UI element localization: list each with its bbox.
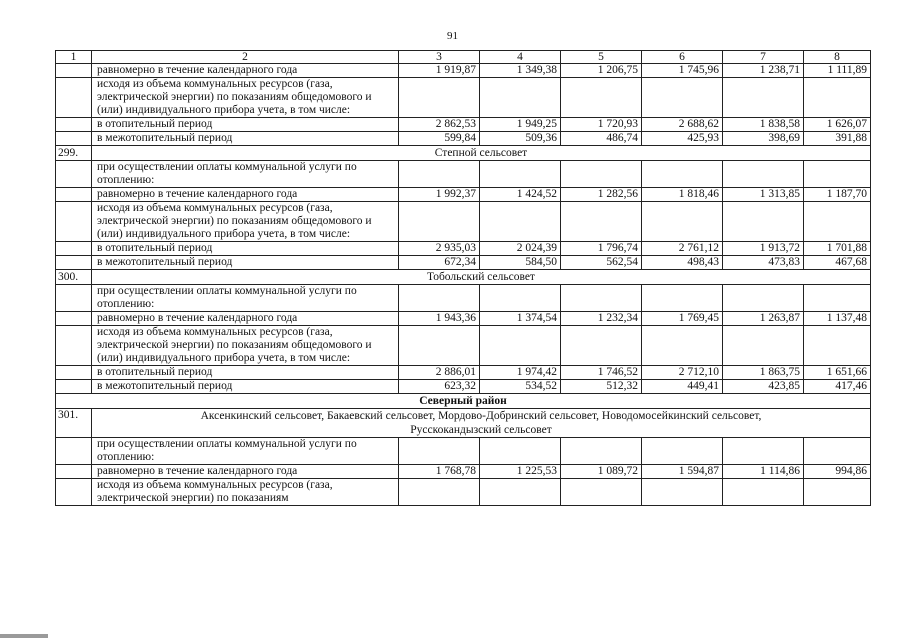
- row-number: [56, 326, 92, 366]
- table-row: [56, 161, 871, 188]
- row-label: при осуществлении оплаты коммунальной услуги по отоплению:: [92, 285, 399, 312]
- tariff-table: [55, 50, 871, 506]
- value-cell: 1 626,07: [804, 118, 871, 132]
- value-cell: 584,50: [480, 256, 561, 270]
- row-label: равномерно в течение календарного года: [92, 465, 399, 479]
- value-cell: 1 949,25: [480, 118, 561, 132]
- row-label: исходя из объема коммунальных ресурсов (газа, электрической энергии) по показаниям: [92, 479, 399, 506]
- value-cell: 1 225,53: [480, 465, 561, 479]
- page-number: 91: [447, 30, 458, 42]
- value-cell: 1 238,71: [723, 64, 804, 78]
- value-cell: 509,36: [480, 132, 561, 146]
- value-cell: 2 761,12: [642, 242, 723, 256]
- value-cell: 473,83: [723, 256, 804, 270]
- table-row: [56, 64, 871, 78]
- value-cell: 2 024,39: [480, 242, 561, 256]
- value-cell: 1 818,46: [642, 188, 723, 202]
- column-header: 6: [642, 51, 723, 64]
- table-row: [56, 285, 871, 312]
- row-label: исходя из объема коммунальных ресурсов (газа, электрической энергии) по показаниям общедомового и (или) индивидуального прибора учета, в том числе:: [92, 202, 399, 242]
- value-cell: 1 263,87: [723, 312, 804, 326]
- row-number: 299.: [56, 146, 92, 161]
- table-row: [56, 479, 871, 506]
- row-number: [56, 465, 92, 479]
- value-cell: 512,32: [561, 380, 642, 394]
- value-cell: 2 935,03: [399, 242, 480, 256]
- row-number: [56, 366, 92, 380]
- settlement-name: [92, 409, 871, 438]
- row-label: исходя из объема коммунальных ресурсов (газа, электрической энергии) по показаниям общедомового и (или) индивидуального прибора учета, в том числе:: [92, 78, 399, 118]
- district-row: [56, 394, 871, 409]
- table-row: [56, 438, 871, 465]
- value-cell: 672,34: [399, 256, 480, 270]
- column-header: 5: [561, 51, 642, 64]
- district-name: Северный район: [56, 394, 871, 409]
- row-label: в межотопительный период: [92, 380, 399, 394]
- value-cell: 425,93: [642, 132, 723, 146]
- row-number: [56, 132, 92, 146]
- value-cell: 1 701,88: [804, 242, 871, 256]
- settlement-name-line: Аксенкинский сельсовет, Бакаевский сельсовет, Мордово-Добринский сельсовет, Новодомосейкинский сельсовет,: [200, 410, 762, 422]
- header-row: [56, 51, 871, 64]
- settlement-name: Степной сельсовет: [92, 146, 871, 161]
- value-cell: 498,43: [642, 256, 723, 270]
- row-label: в межотопительный период: [92, 256, 399, 270]
- table-row: [56, 256, 871, 270]
- row-number: [56, 312, 92, 326]
- value-cell: 467,68: [804, 256, 871, 270]
- table-row: [56, 465, 871, 479]
- value-cell: 1 913,72: [723, 242, 804, 256]
- value-cell: 623,32: [399, 380, 480, 394]
- row-number: [56, 380, 92, 394]
- section-row: [56, 146, 871, 161]
- value-cell: 562,54: [561, 256, 642, 270]
- value-cell: 1 974,42: [480, 366, 561, 380]
- value-cell: 1 746,52: [561, 366, 642, 380]
- row-number: [56, 78, 92, 118]
- value-cell: 1 594,87: [642, 465, 723, 479]
- value-cell: 1 651,66: [804, 366, 871, 380]
- value-cell: 1 796,74: [561, 242, 642, 256]
- section-row: [56, 270, 871, 285]
- value-cell: 1 424,52: [480, 188, 561, 202]
- scan-edge-mark: [0, 634, 48, 638]
- table-row: [56, 326, 871, 366]
- row-number: [56, 161, 92, 188]
- row-label: в отопительный период: [92, 242, 399, 256]
- value-cell: 1 232,34: [561, 312, 642, 326]
- value-cell: 423,85: [723, 380, 804, 394]
- table-row: [56, 366, 871, 380]
- column-header: 4: [480, 51, 561, 64]
- table-row: [56, 312, 871, 326]
- row-number: [56, 188, 92, 202]
- value-cell: 1 838,58: [723, 118, 804, 132]
- row-label: в отопительный период: [92, 366, 399, 380]
- table-row: [56, 78, 871, 118]
- value-cell: 1 187,70: [804, 188, 871, 202]
- value-cell: 599,84: [399, 132, 480, 146]
- table-row: [56, 242, 871, 256]
- column-header: 2: [92, 51, 399, 64]
- row-label: равномерно в течение календарного года: [92, 64, 399, 78]
- row-number: [56, 118, 92, 132]
- value-cell: 1 769,45: [642, 312, 723, 326]
- value-cell: 1 992,37: [399, 188, 480, 202]
- value-cell: 1 111,89: [804, 64, 871, 78]
- value-cell: 1 349,38: [480, 64, 561, 78]
- table-row: [56, 202, 871, 242]
- row-number: [56, 202, 92, 242]
- column-header: 7: [723, 51, 804, 64]
- value-cell: 2 712,10: [642, 366, 723, 380]
- value-cell: 1 089,72: [561, 465, 642, 479]
- row-label: равномерно в течение календарного года: [92, 312, 399, 326]
- row-label: при осуществлении оплаты коммунальной услуги по отоплению:: [92, 161, 399, 188]
- column-header: 1: [56, 51, 92, 64]
- value-cell: 1 282,56: [561, 188, 642, 202]
- value-cell: 449,41: [642, 380, 723, 394]
- table-row: [56, 118, 871, 132]
- row-number: [56, 242, 92, 256]
- table-row: [56, 188, 871, 202]
- row-number: [56, 285, 92, 312]
- value-cell: 994,86: [804, 465, 871, 479]
- value-cell: 1 313,85: [723, 188, 804, 202]
- row-label: при осуществлении оплаты коммунальной услуги по отоплению:: [92, 438, 399, 465]
- value-cell: 391,88: [804, 132, 871, 146]
- row-label: в межотопительный период: [92, 132, 399, 146]
- value-cell: 417,46: [804, 380, 871, 394]
- value-cell: 2 886,01: [399, 366, 480, 380]
- row-number: [56, 438, 92, 465]
- value-cell: 1 943,36: [399, 312, 480, 326]
- value-cell: 1 374,54: [480, 312, 561, 326]
- settlement-name-line: Русскокандызский сельсовет: [410, 424, 552, 436]
- value-cell: 2 688,62: [642, 118, 723, 132]
- column-header: 3: [399, 51, 480, 64]
- value-cell: 2 862,53: [399, 118, 480, 132]
- value-cell: 1 206,75: [561, 64, 642, 78]
- row-label: в отопительный период: [92, 118, 399, 132]
- row-label: исходя из объема коммунальных ресурсов (газа, электрической энергии) по показаниям общедомового и (или) индивидуального прибора учета, в том числе:: [92, 326, 399, 366]
- value-cell: 1 137,48: [804, 312, 871, 326]
- row-label: равномерно в течение календарного года: [92, 188, 399, 202]
- row-number: 301.: [56, 409, 92, 438]
- settlement-name: Тобольский сельсовет: [92, 270, 871, 285]
- value-cell: 1 768,78: [399, 465, 480, 479]
- row-number: [56, 479, 92, 506]
- row-number: 300.: [56, 270, 92, 285]
- row-number: [56, 64, 92, 78]
- value-cell: 1 919,87: [399, 64, 480, 78]
- row-number: [56, 256, 92, 270]
- value-cell: 486,74: [561, 132, 642, 146]
- value-cell: 398,69: [723, 132, 804, 146]
- value-cell: 1 745,96: [642, 64, 723, 78]
- section-row: [56, 409, 871, 438]
- value-cell: 1 114,86: [723, 465, 804, 479]
- value-cell: 534,52: [480, 380, 561, 394]
- table-row: [56, 132, 871, 146]
- table-row: [56, 380, 871, 394]
- column-header: 8: [804, 51, 871, 64]
- value-cell: 1 720,93: [561, 118, 642, 132]
- value-cell: 1 863,75: [723, 366, 804, 380]
